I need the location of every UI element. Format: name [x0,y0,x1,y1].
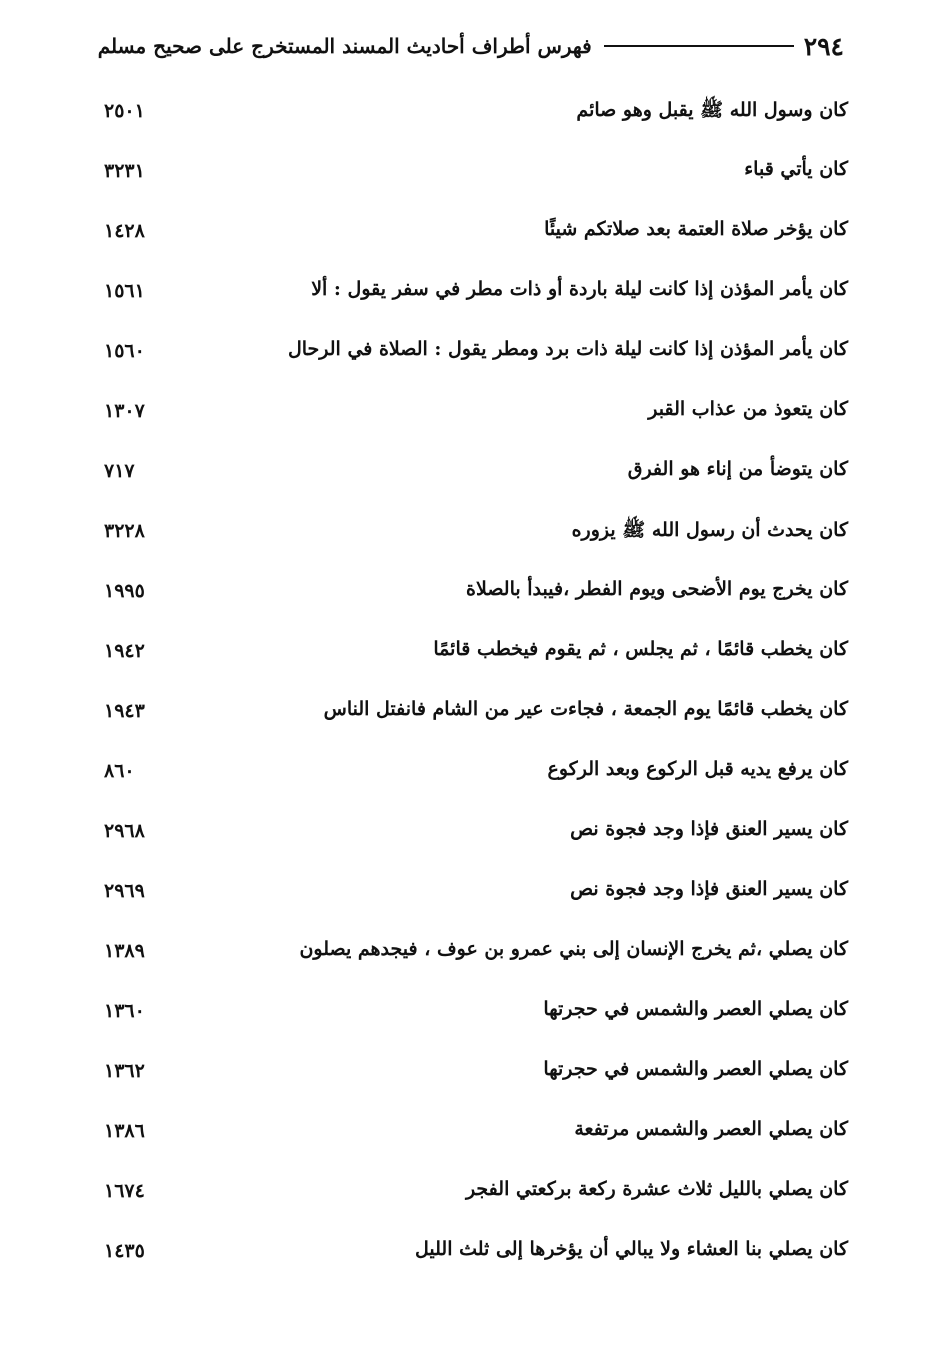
entry-text: كان يصلي ،ثم يخرج الإنسان إلى بني عمرو بن عوف ، فيجدهم يصلون [299,938,848,960]
entry-text: كان يخرج يوم الأضحى ويوم الفطر ،فيبدأ بالصلاة [466,578,848,600]
entry-text: كان يأمر المؤذن إذا كانت ليلة باردة أو ذات مطر في سفر يقول : ألا [311,278,848,300]
running-title: فهرس أطراف أحاديث المسند المستخرج على صحيح مسلم [97,34,592,58]
index-entry [100,810,848,870]
index-entry [100,90,848,150]
hadith-number: ٣٢٢٨ [104,520,145,542]
index-entry [100,510,848,570]
index-entry [100,690,848,750]
hadith-number: ١٥٦١ [104,280,145,302]
entry-text: كان وسول الله ﷺ يقبل وهو صائم [576,99,848,121]
page-number: ٢٩٤ [803,31,844,61]
hadith-number: ٢٩٦٨ [104,820,145,842]
index-entry [100,150,848,210]
entry-text: كان يتوضأ من إناء هو الفرق [627,458,848,480]
entry-text: كان يصلي بالليل ثلاث عشرة ركعة بركعتي الفجر [465,1178,848,1200]
hadith-number: ١٤٣٥ [104,1240,145,1262]
entry-text: كان يسير العنق فإذا وجد فجوة نص [570,818,848,840]
hadith-number: ٧١٧ [104,460,135,482]
entry-text: كان يحدث أن رسول الله ﷺ يزوره [571,519,848,541]
index-entry [100,330,848,390]
hadith-number: ١٩٤٣ [104,700,145,722]
entry-text: كان يخطب قائمًا يوم الجمعة ، فجاءت عير من الشام فانفتل الناس [323,698,848,720]
hadith-number: ١٥٦٠ [104,340,145,362]
index-entry [100,930,848,990]
index-entry [100,1110,848,1170]
index-entry [100,1230,848,1290]
entry-text: كان يسير العنق فإذا وجد فجوة نص [570,878,848,900]
hadith-number: ١٣٨٩ [104,940,145,962]
entry-text: كان يؤخر صلاة العتمة بعد صلاتكم شيئًا [544,218,848,240]
page-header [96,26,844,66]
hadith-number: ١٦٧٤ [104,1180,145,1202]
hadith-number: ١٣٦٢ [104,1060,145,1082]
index-entry [100,570,848,630]
entry-text: كان يخطب قائمًا ، ثم يجلس ، ثم يقوم فيخطب قائمًا [433,638,848,660]
hadith-number: ١٣٦٠ [104,1000,145,1022]
entry-text: كان يصلي بنا العشاء ولا يبالي أن يؤخرها إلى ثلث الليل [415,1238,848,1260]
index-entry [100,270,848,330]
index-entry [100,450,848,510]
index-entries [100,90,848,1290]
entry-text: كان يأتي قباء [744,158,848,180]
index-entry [100,870,848,930]
index-entry [100,630,848,690]
entry-text: كان يصلي العصر والشمس مرتفعة [574,1118,848,1140]
hadith-number: ٣٢٣١ [104,160,145,182]
index-entry [100,750,848,810]
entry-text: كان يصلي العصر والشمس في حجرتها [543,998,848,1020]
index-entry [100,210,848,270]
entry-text: كان يتعوذ من عذاب القبر [648,398,848,420]
entry-text: كان يصلي العصر والشمس في حجرتها [543,1058,848,1080]
hadith-number: ١٩٩٥ [104,580,145,602]
header-rule [604,45,794,47]
index-entry [100,990,848,1050]
hadith-number: ٨٦٠ [104,760,135,782]
hadith-number: ٢٩٦٩ [104,880,145,902]
index-entry [100,1170,848,1230]
index-entry [100,1050,848,1110]
entry-text: كان يرفع يديه قبل الركوع وبعد الركوع [547,758,848,780]
entry-text: كان يأمر المؤذن إذا كانت ليلة ذات برد ومطر يقول : الصلاة في الرحال [287,338,848,360]
hadith-number: ١٣٨٦ [104,1120,145,1142]
hadith-number: ١٣٠٧ [104,400,145,422]
hadith-number: ٢٥٠١ [104,100,145,122]
hadith-number: ١٩٤٢ [104,640,145,662]
index-entry [100,390,848,450]
hadith-number: ١٤٢٨ [104,220,145,242]
